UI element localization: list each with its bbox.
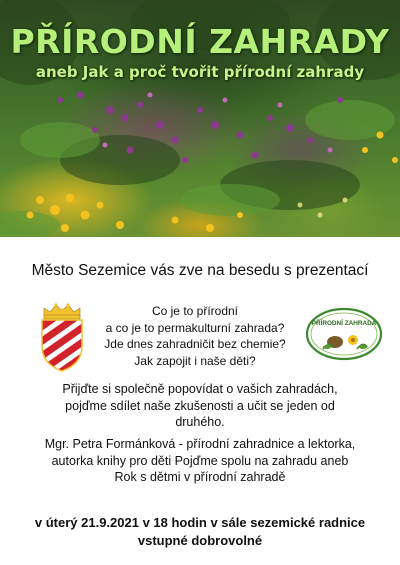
prirodni-zahrada-logo <box>305 307 383 361</box>
question-line: a co je to permakulturní zahrada? <box>105 320 285 335</box>
lecturer-paragraph: Mgr. Petra Formánková - přírodní zahradnice a lektorka, autorka knihy pro děti Pojďme spolu na zahradu aneb Rok s dětmi v přírodní zahradě <box>44 437 356 484</box>
event-details <box>0 514 400 550</box>
event-date-place: v úterý 21.9.2021 v 18 hodin v sále sezemické radnice <box>34 515 366 530</box>
question-line: Jde dnes zahradničit bez chemie? <box>104 337 286 351</box>
sezemice-coat-of-arms <box>38 302 86 372</box>
question-line: Co je to přírodní <box>151 304 239 318</box>
poster-title: PŘÍRODNÍ ZAHRADY <box>10 22 390 61</box>
invitation-paragraph: Přijďte si společně popovídat o vašich zahradách, pojďme sdílet naše zkušenosti a učit se jeden od druhého. <box>62 382 338 429</box>
invitation-heading: Město Sezemice vás zve na besedu s prezentací <box>31 262 369 279</box>
question-list <box>92 303 298 369</box>
logo-text: PŘÍRODNÍ ZAHRADA <box>311 320 377 327</box>
poster-subtitle: aneb Jak a proč tvořit přírodní zahrady <box>35 63 365 81</box>
event-entry: vstupné dobrovolné <box>137 533 263 548</box>
garden-photo <box>0 0 400 237</box>
question-line: Jak zapojit i naše děti? <box>134 353 256 368</box>
